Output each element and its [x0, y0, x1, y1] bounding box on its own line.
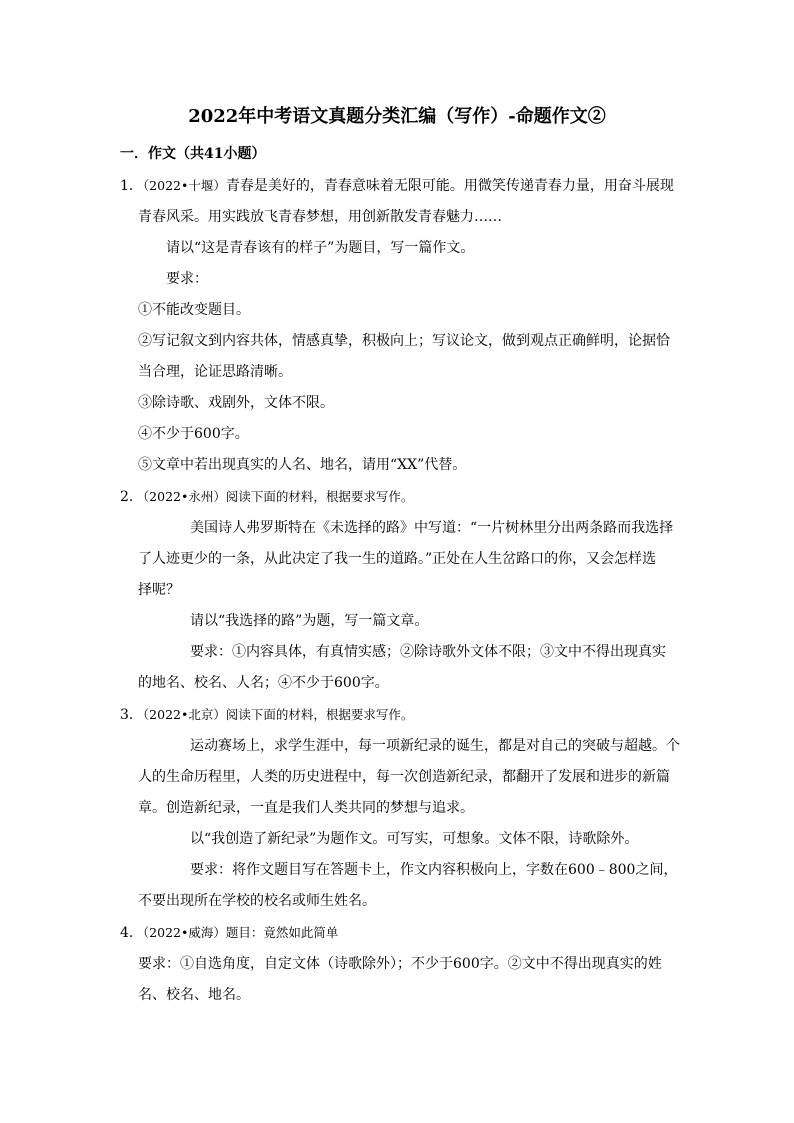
question-2-material-2: 了人迹更少的一条，从此决定了我一生的道路。”正处在人生岔路口的你，又会怎样选 — [138, 551, 657, 567]
question-4-line-1 — [120, 923, 338, 943]
question-3-prompt: 以“我创造了新纪录”为题作文。可写实，可想象。文体不限，诗歌除外。 — [190, 831, 639, 847]
question-1-requirements-label: 要求： — [166, 271, 208, 287]
question-1-req-1: ①不能改变题目。 — [138, 302, 250, 318]
question-3-material-1: 运动赛场上，求学生涯中，每一项新纪录的诞生，都是对自己的突破与超越。个 — [190, 738, 680, 754]
question-2-requirements-1: 要求：①内容具体，有真情实感；②除诗歌外文体不限；③文中不得出现真实 — [190, 644, 666, 660]
question-1-req-3: ③除诗歌、戏剧外，文体不限。 — [138, 395, 334, 411]
question-1-req-4: ④不少于600字。 — [138, 426, 249, 442]
question-2-prompt: 请以“我选择的路”为题，写一篇文章。 — [190, 613, 429, 629]
section-heading: 一．作文（共41小题） — [120, 146, 266, 162]
question-2-material-1: 美国诗人弗罗斯特在《未选择的路》中写道：“一片树林里分出两条路而我选择 — [190, 520, 674, 536]
question-4-requirements-2: 名、校名、地名。 — [138, 987, 250, 1003]
question-1-line-2: 青春风采。用实践放飞青春梦想，用创新散发青春魅力…… — [138, 209, 502, 225]
question-1-req-2b: 当合理，论证思路清晰。 — [138, 364, 292, 380]
question-4-requirements-1: 要求：①自选角度，自定文体（诗歌除外）；不少于600字。②文中不得出现真实的姓 — [138, 956, 662, 972]
question-text: 青春是美好的，青春意味着无限可能。用微笑传递青春力量，用奋斗展现 — [225, 178, 674, 194]
question-3-material-3: 章。创造新纪录，一直是我们人类共同的梦想与追求。 — [138, 800, 474, 816]
question-1-req-2a: ②写记叙文到内容共体，情感真挚，积极向上；写议论文，做到观点正确鲜明，论据恰 — [138, 333, 670, 349]
question-3-requirements-1: 要求：将作文题目写在答题卡上，作文内容积极向上，字数在600﹣800之间， — [190, 862, 678, 878]
question-2-requirements-2: 的地名、校名、人名；④不少于600字。 — [138, 675, 389, 691]
question-number: 2． — [120, 489, 143, 505]
question-source: （2022•十堰） — [142, 178, 226, 193]
page-title: 2022年中考语文真题分类汇编（写作）-命题作文② — [188, 106, 606, 127]
question-1-prompt: 请以“这是青春该有的样子”为题目，写一篇作文。 — [166, 240, 475, 256]
question-1-req-5: ⑤文章中若出现真实的人名、地名，请用“XX”代替。 — [138, 457, 467, 473]
question-source: （2022•永州）阅读下面的材料，根据要求写作。 — [142, 489, 414, 504]
question-number: 3． — [120, 707, 143, 723]
question-1-line-1 — [120, 176, 674, 196]
question-3-line-1 — [120, 705, 413, 725]
question-number: 4． — [120, 925, 143, 941]
question-2-material-3: 择呢？ — [138, 582, 180, 598]
question-3-requirements-2: 不要出现所在学校的校名或师生姓名。 — [138, 893, 376, 909]
question-source: （2022•北京）阅读下面的材料，根据要求写作。 — [142, 707, 414, 722]
question-3-material-2: 人的生命历程里，人类的历史进程中，每一次创造新纪录，都翻开了发展和进步的新篇 — [138, 769, 670, 785]
question-source: （2022•威海）题目：竟然如此简单 — [142, 925, 339, 940]
question-2-line-1 — [120, 487, 413, 507]
question-number: 1． — [120, 178, 143, 194]
